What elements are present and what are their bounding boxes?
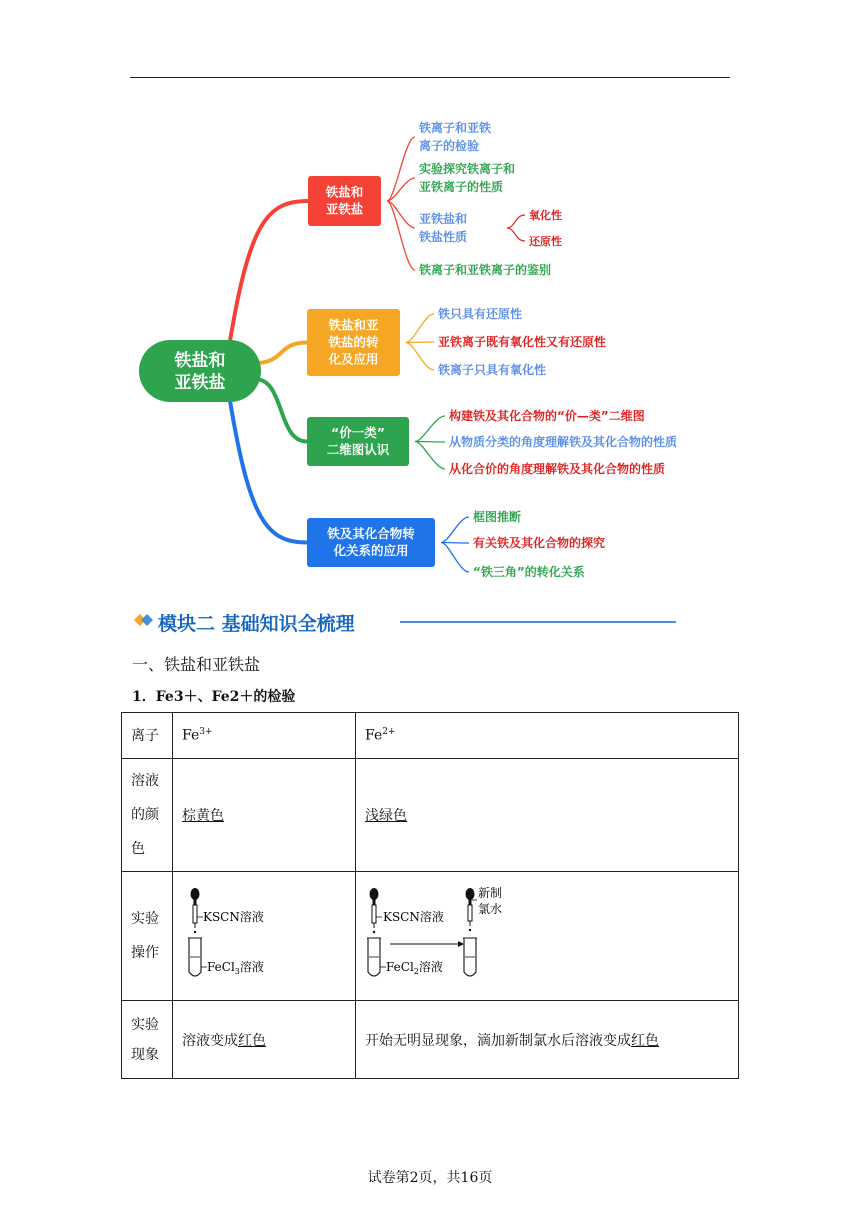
mind-map-item: 亚铁离子既有氧化性又有还原性	[438, 335, 607, 349]
mind-map	[0, 100, 860, 590]
row-operation-label: 实验 操作	[122, 872, 173, 1001]
mind-map-branch-line	[230, 401, 307, 543]
fe2-result-cell: 开始无明显现象，滴加新制氯水后溶液变成红色	[356, 1001, 739, 1079]
mind-map-item-connector	[441, 517, 469, 543]
mind-map-branch-label: 铁及其化合物转化关系的应用	[327, 526, 415, 558]
mind-map-item-connector	[441, 543, 469, 544]
test-tube-icon	[367, 931, 381, 976]
header-ion-label: 离子	[122, 713, 173, 759]
mind-map-branch-label: 铁盐和亚铁盐的转化及应用	[328, 317, 379, 367]
row-result-label: 实验 现象	[122, 1001, 173, 1079]
fe2-solution-label: FeCl$_2$溶液	[386, 960, 443, 976]
mind-map-item: 铁离子只具有氧化性	[438, 363, 547, 377]
fe2-added-label-2: 氯水	[478, 902, 503, 916]
mind-map-subitem: 还原性	[529, 235, 562, 248]
mind-map-root-label: 铁盐和亚铁盐	[174, 351, 226, 393]
mind-map-item: 从化合价的角度理解铁及其化合物的性质	[449, 462, 666, 476]
dropper-icon	[191, 888, 200, 928]
module-title-rule	[400, 621, 676, 623]
fe3-reagent-label: KSCN溶液	[203, 910, 264, 924]
test-tube-icon	[463, 929, 477, 976]
mind-map-item: 亚铁盐和铁盐性质	[419, 212, 468, 244]
mind-map-item-connector	[415, 442, 445, 470]
arrow-right-icon	[390, 941, 464, 947]
table-row-result	[122, 1001, 739, 1079]
fe2-color-cell	[356, 759, 739, 872]
mind-map-branch-label: 铁盐和亚铁盐	[325, 184, 364, 217]
mind-map-item: 框图推断	[473, 510, 522, 524]
mind-map-item: 铁只具有还原性	[438, 307, 523, 321]
header-rule	[130, 77, 730, 78]
dropper-icon	[370, 888, 379, 928]
mind-map-item-connector	[406, 342, 434, 343]
fe3-operation-cell	[173, 872, 356, 1001]
fe3-result-cell: 溶液变成红色	[173, 1001, 356, 1079]
table-row-header	[122, 713, 739, 759]
fe2-apparatus-diagram	[356, 872, 736, 996]
mind-map-item: “铁三角”的转化关系	[473, 565, 585, 579]
fe2-reagent-label: KSCN溶液	[383, 910, 444, 924]
mind-map-item-connector	[441, 543, 469, 573]
mind-map-item-connector	[387, 201, 415, 270]
mind-map-subitem: 氧化性	[529, 209, 562, 222]
table-row-color	[122, 759, 739, 872]
table-row-operation	[122, 872, 739, 1001]
mind-map-item-connector	[507, 228, 525, 241]
mind-map-item: 铁离子和亚铁离子的鉴别	[419, 263, 552, 277]
fe3-color-cell	[173, 759, 356, 872]
diamond-arrows-icon	[132, 610, 154, 630]
mind-map-item: 有关铁及其化合物的探究	[473, 536, 606, 550]
mind-map-item-connector	[406, 314, 434, 343]
header-fe2: $Fe^{2+}$	[356, 713, 739, 759]
dropper-icon	[466, 888, 475, 926]
mind-map-item-connector	[387, 178, 415, 201]
mind-map-item: 构建铁及其化合物的“价—类”二维图	[449, 409, 645, 423]
row-color-label: 溶液 的颜 色	[122, 759, 173, 872]
mind-map-item: 实验探究铁离子和亚铁离子的性质	[419, 162, 516, 194]
ion-test-table	[121, 712, 739, 1079]
page-footer: 试卷第2页，共16页	[367, 1170, 493, 1186]
fe3-solution-label: FeCl$_3$溶液	[207, 960, 264, 976]
header-fe3: $Fe^{3+}$	[173, 713, 356, 759]
fe2-operation-cell	[356, 872, 739, 1001]
mind-map-branch-line	[255, 343, 307, 364]
test-tube-icon	[188, 931, 202, 976]
fe3-apparatus-diagram	[173, 872, 343, 996]
mind-map-item: 从物质分类的角度理解铁及其化合物的性质	[449, 435, 678, 449]
module-title: 模块二 基础知识全梳理	[158, 613, 355, 635]
mind-map-branch-line	[230, 201, 308, 341]
fe2-color-value: 浅绿色	[365, 808, 407, 824]
mind-map-item-connector	[415, 416, 445, 442]
mind-map-item: 铁离子和亚铁离子的检验	[419, 121, 492, 153]
mind-map-item-connector	[415, 442, 445, 443]
mind-map-item-connector	[387, 137, 415, 201]
mind-map-nodes	[139, 120, 677, 579]
fe2-added-label-1: 新制	[478, 886, 503, 900]
mind-map-branch-label: “价一类”二维图认识	[326, 425, 390, 457]
mind-map-item-connector	[406, 343, 434, 371]
section-heading: 一、铁盐和亚铁盐	[132, 655, 261, 674]
mind-map-item-connector	[507, 215, 525, 228]
fe3-color-value: 棕黄色	[182, 808, 224, 824]
subsection-heading: 1．Fe3＋、Fe2＋的检验	[132, 689, 296, 705]
mind-map-branch-line	[255, 379, 307, 442]
